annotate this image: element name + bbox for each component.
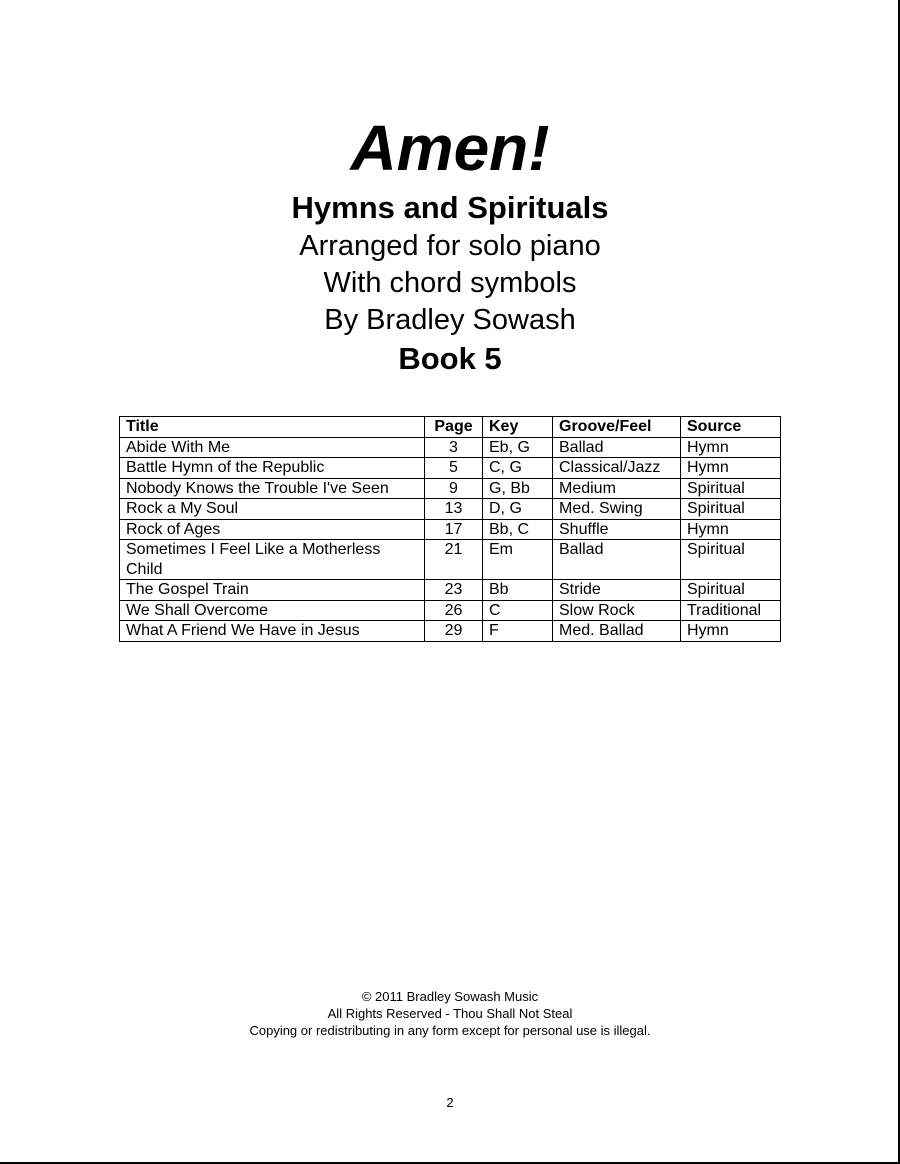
rights-line: All Rights Reserved - Thou Shall Not Steal: [327, 1006, 573, 1021]
song-source: Hymn: [681, 519, 781, 540]
song-groove: Med. Ballad: [553, 621, 681, 642]
song-source: Traditional: [681, 600, 781, 621]
song-key: Em: [483, 540, 553, 580]
table-row: [120, 519, 781, 540]
copyright-footer: [0, 988, 900, 1039]
song-title: The Gospel Train: [120, 580, 425, 601]
song-title: Nobody Knows the Trouble I've Seen: [120, 478, 425, 499]
song-page: 9: [425, 478, 483, 499]
song-page: 3: [425, 437, 483, 458]
column-header-source: Source: [681, 417, 781, 438]
song-title: Rock a My Soul: [120, 499, 425, 520]
table-row: [120, 600, 781, 621]
song-title: Abide With Me: [120, 437, 425, 458]
page-number: 2: [446, 1095, 454, 1110]
book-number: Book 5: [398, 341, 502, 376]
song-key: C: [483, 600, 553, 621]
chord-symbols-line: With chord symbols: [323, 267, 577, 299]
song-page: 13: [425, 499, 483, 520]
song-groove: Ballad: [553, 540, 681, 580]
book-title: Amen!: [350, 112, 550, 184]
arrangement-line: Arranged for solo piano: [299, 230, 601, 262]
song-source: Spiritual: [681, 478, 781, 499]
column-header-title: Title: [120, 417, 425, 438]
song-key: F: [483, 621, 553, 642]
song-key: Bb, C: [483, 519, 553, 540]
song-source: Hymn: [681, 437, 781, 458]
table-row: [120, 478, 781, 499]
song-title: Rock of Ages: [120, 519, 425, 540]
song-title: What A Friend We Have in Jesus: [120, 621, 425, 642]
song-page: 21: [425, 540, 483, 580]
table-row: [120, 437, 781, 458]
book-subtitle: Hymns and Spirituals: [291, 190, 609, 225]
song-page: 26: [425, 600, 483, 621]
song-source: Hymn: [681, 621, 781, 642]
column-header-page: Page: [425, 417, 483, 438]
column-header-groove: Groove/Feel: [553, 417, 681, 438]
song-source: Hymn: [681, 458, 781, 479]
table-row: [120, 580, 781, 601]
song-groove: Slow Rock: [553, 600, 681, 621]
copyright-line: © 2011 Bradley Sowash Music: [361, 989, 539, 1004]
song-source: Spiritual: [681, 580, 781, 601]
song-groove: Stride: [553, 580, 681, 601]
copying-notice: Copying or redistributing in any form except for personal use is illegal.: [249, 1023, 651, 1038]
song-title: Sometimes I Feel Like a Motherless Child: [120, 540, 425, 580]
song-page: 5: [425, 458, 483, 479]
song-groove: Med. Swing: [553, 499, 681, 520]
column-header-key: Key: [483, 417, 553, 438]
table-header-row: [120, 417, 781, 438]
song-page: 17: [425, 519, 483, 540]
song-page: 29: [425, 621, 483, 642]
song-groove: Classical/Jazz: [553, 458, 681, 479]
title-block: [0, 108, 900, 379]
song-key: C, G: [483, 458, 553, 479]
song-key: G, Bb: [483, 478, 553, 499]
song-title: We Shall Overcome: [120, 600, 425, 621]
song-groove: Shuffle: [553, 519, 681, 540]
song-source: Spiritual: [681, 540, 781, 580]
song-key: Bb: [483, 580, 553, 601]
song-source: Spiritual: [681, 499, 781, 520]
song-page: 23: [425, 580, 483, 601]
table-row: [120, 540, 781, 580]
song-groove: Medium: [553, 478, 681, 499]
table-row: [120, 621, 781, 642]
table-row: [120, 499, 781, 520]
author-line: By Bradley Sowash: [324, 304, 576, 336]
song-groove: Ballad: [553, 437, 681, 458]
song-key: Eb, G: [483, 437, 553, 458]
table-row: [120, 458, 781, 479]
song-title: Battle Hymn of the Republic: [120, 458, 425, 479]
song-table: [119, 416, 781, 642]
song-key: D, G: [483, 499, 553, 520]
